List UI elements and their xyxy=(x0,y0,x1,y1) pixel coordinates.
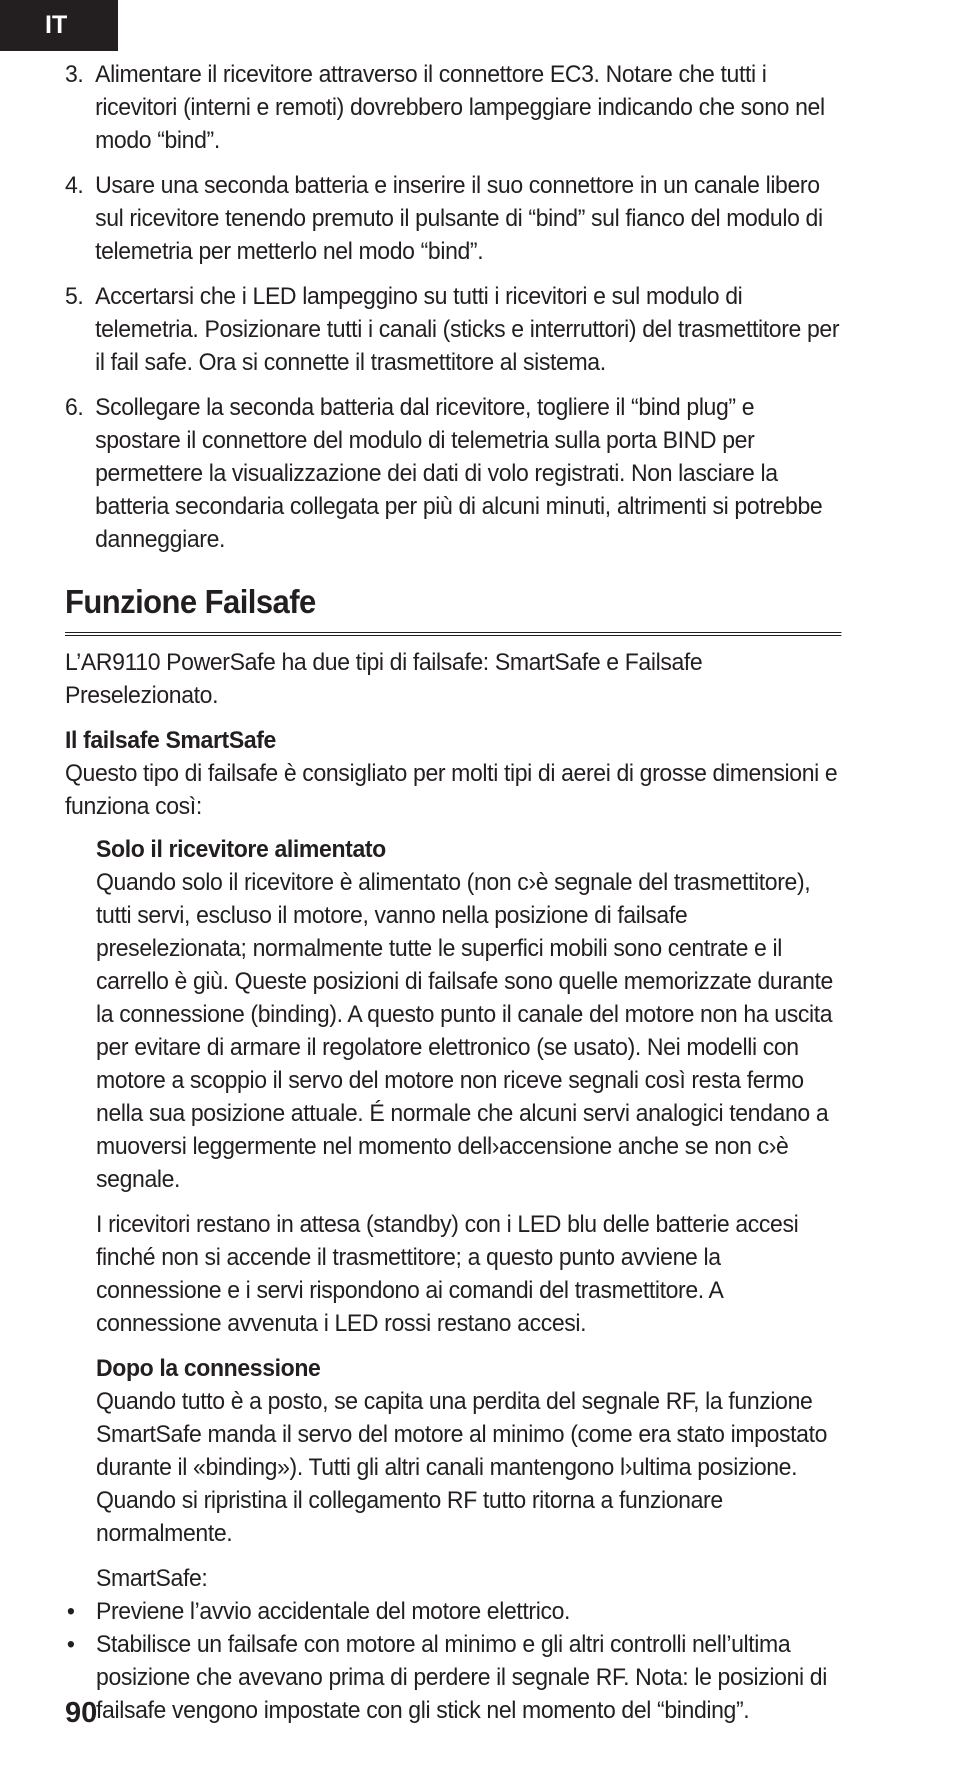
list-item xyxy=(65,1628,841,1727)
bullet-text: Previene l’avvio accidentale del motore elettrico. xyxy=(96,1598,571,1625)
after-text: Quando tutto è a posto, se capita una perdita del segnale RF, la funzione SmartSafe manda il servo del motore al minimo (come era stato impostato durante il «binding»). Tutti gli altri canali mantengono l›ultima posizione. Quando si ripristina il collegamento RF tutto ritorna a funzionare normalmente. xyxy=(96,1388,828,1547)
smartsafe-heading: Il failsafe SmartSafe xyxy=(65,727,277,754)
bullet-icon: • xyxy=(66,1631,75,1658)
list-item xyxy=(65,391,841,556)
smartsafe-text: Questo tipo di failsafe è consigliato per molti tipi di aerei di grosse dimensioni e funziona così: xyxy=(65,760,838,820)
list-item xyxy=(65,1595,841,1628)
list-item xyxy=(65,280,841,379)
step-text: Usare una seconda batteria e inserire il suo connettore in un canale libero sul ricevitore tenendo premuto il pulsante di “bind” sul fianco del modulo di telemetria per metterlo nel modo “bind”. xyxy=(95,172,823,265)
receiver-heading: Solo il ricevitore alimentato xyxy=(96,836,386,863)
step-number: 3. xyxy=(65,61,84,88)
section-title: Funzione Failsafe xyxy=(65,583,316,620)
section-divider xyxy=(65,632,841,636)
smartsafe-bullets xyxy=(65,1595,841,1727)
language-tab-label: IT xyxy=(45,11,68,39)
bullet-icon: • xyxy=(66,1598,75,1625)
step-number: 6. xyxy=(65,394,84,421)
receiver-text: Quando solo il ricevitore è alimentato (non c›è segnale del trasmettitore), tutti servi, escluso il motore, vanno nella posizione di failsafe preselezionata; normalmente tutte le superfici mobili sono centrate e il carrello è giù. Queste posizioni di failsafe sono quelle memorizzate durante la connessione (binding). A questo punto il canale del motore non ha uscita per evitare di armare il regolatore elettronico (se usato). Nei modelli con motore a scoppio il servo del motore non riceve segnali così resta fermo nella sua posizione attuale. É normale che alcuni servi analogici tendano a muoversi leggermente nel momento dell›accensione anche se non c›è segnale. xyxy=(96,869,833,1193)
step-text: Alimentare il ricevitore attraverso il connettore EC3. Notare che tutti i ricevitori (interni e remoti) dovrebbero lampeggiare indicando che sono nel modo “bind”. xyxy=(95,61,825,154)
step-number: 5. xyxy=(65,283,84,310)
smartsafe-label: SmartSafe: xyxy=(96,1565,208,1592)
standby-text: I ricevitori restano in attesa (standby) con i LED blu delle batterie accesi finché non si accende il trasmettitore; a questo punto avviene la connessione e i servi rispondono ai comandi del trasmettitore. A connessione avvenuta i LED rossi restano accesi. xyxy=(96,1211,799,1337)
after-heading: Dopo la connessione xyxy=(96,1355,321,1382)
steps-list xyxy=(65,58,841,556)
section-intro: L’AR9110 PowerSafe ha due tipi di failsafe: SmartSafe e Failsafe Preselezionato. xyxy=(65,649,703,709)
indented-block xyxy=(65,833,841,1595)
step-text: Scollegare la seconda batteria dal ricevitore, togliere il “bind plug” e spostare il connettore del modulo di telemetria sulla porta BIND per permettere la visualizzazione dei dati di volo registrati. Non lasciare la batteria secondaria collegata per più di alcuni minuti, altrimenti si potrebbe danneggiare. xyxy=(95,394,823,553)
list-item xyxy=(65,58,841,157)
page-number: 90 xyxy=(65,1697,98,1729)
list-item xyxy=(65,169,841,268)
language-tab xyxy=(0,0,118,51)
step-number: 4. xyxy=(65,172,84,199)
bullet-text: Stabilisce un failsafe con motore al minimo e gli altri controlli nell’ultima posizione che avevano prima di perdere il segnale RF. Nota: le posizioni di failsafe vengono impostate con gli stick nel momento del “binding”. xyxy=(96,1631,827,1724)
page-content xyxy=(65,58,841,1727)
step-text: Accertarsi che i LED lampeggino su tutti i ricevitori e sul modulo di telemetria. Posizionare tutti i canali (sticks e interruttori) del trasmettitore per il fail safe. Ora si connette il trasmettitore al sistema. xyxy=(95,283,840,376)
